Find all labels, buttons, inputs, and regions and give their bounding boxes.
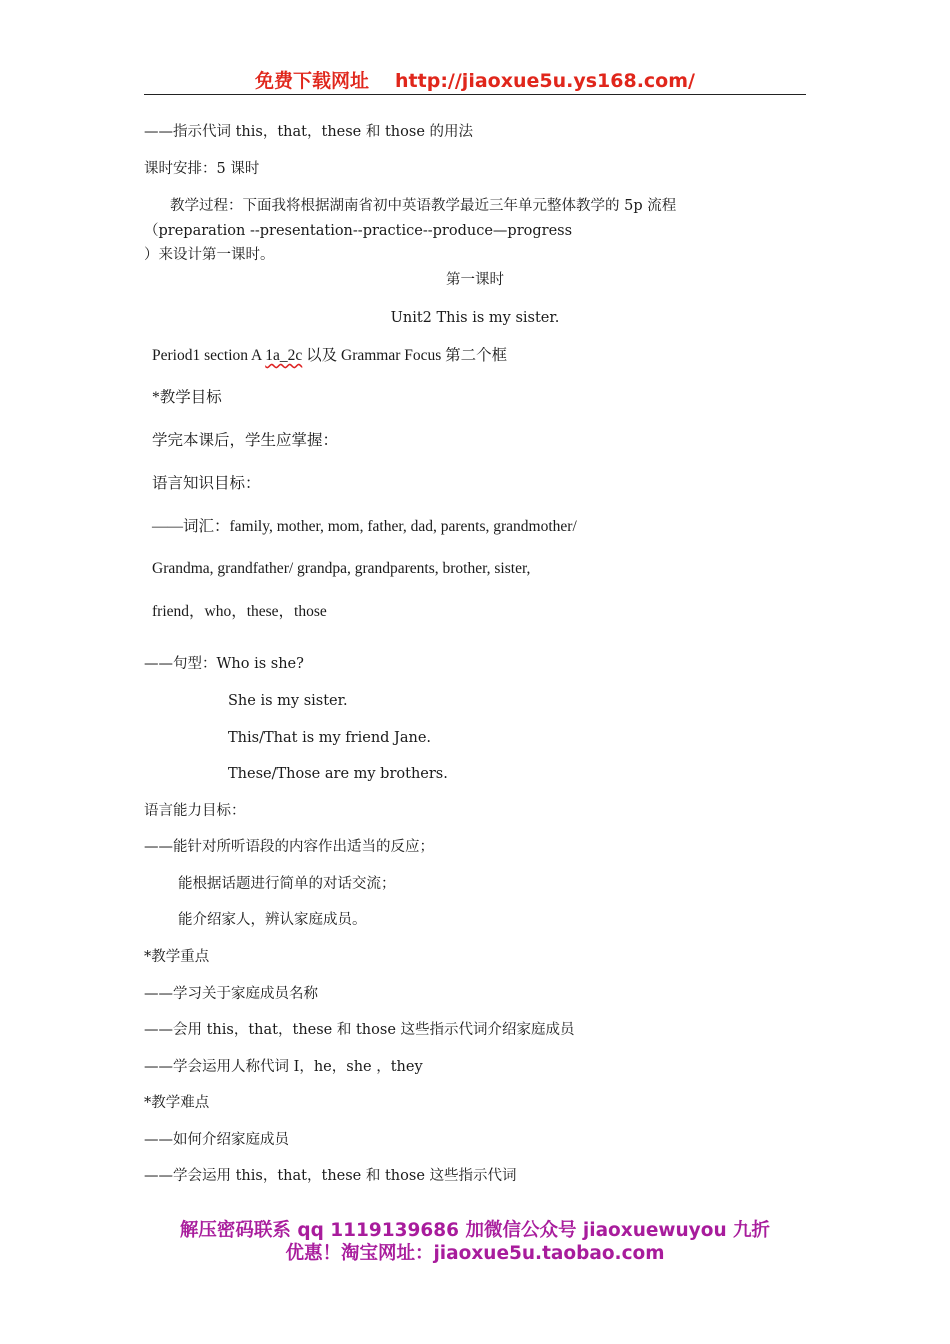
- key-point-1: ——学习关于家庭成员名称: [144, 986, 318, 1002]
- vocabulary-line-1: ——词汇：family, mother, mom, father, dad, parents, grandmother/: [152, 518, 577, 535]
- key-points-heading: *教学重点: [144, 949, 210, 965]
- ability-objective-3: 能介绍家人，辨认家庭成员。: [178, 912, 367, 928]
- text-line-schedule: 课时安排：5 课时: [144, 161, 260, 177]
- text-line-process: 教学过程：下面我将根据湖南省初中英语教学最近三年单元整体教学的 5p 流程: [170, 198, 677, 214]
- period-line: [152, 347, 507, 365]
- ability-objective-2: 能根据话题进行简单的对话交流；: [178, 876, 396, 892]
- vocabulary-line-2: Grandma, grandfather/ grandpa, grandparents, brother, sister,: [152, 560, 531, 577]
- sentence-pattern-heading: ——句型：Who is she?: [144, 656, 304, 672]
- sentence-pattern-2: This/That is my friend Jane.: [228, 730, 432, 746]
- footer-contact: 解压密码联系 qq 1119139686 加微信公众号 jiaoxuewuyou 九折: [179, 1220, 771, 1241]
- period-label: Period1 section A: [152, 347, 266, 364]
- knowledge-objectives-heading: 语言知识目标：: [152, 475, 261, 492]
- header-banner: [144, 66, 806, 93]
- unit-title: Unit2 This is my sister.: [390, 310, 560, 326]
- difficulty-1: ——如何介绍家庭成员: [144, 1132, 289, 1148]
- key-point-2: ——会用 this，that，these 和 those 这些指示代词介绍家庭成员: [144, 1022, 575, 1038]
- objectives-heading: *教学目标: [152, 389, 222, 406]
- ability-objectives-heading: 语言能力目标：: [144, 803, 246, 819]
- ability-objective-1: ——能针对所听语段的内容作出适当的反应；: [144, 839, 434, 855]
- header-divider: [144, 94, 806, 95]
- sentence-pattern-3: These/Those are my brothers.: [228, 766, 448, 782]
- text-line-demonstratives: ——指示代词 this，that，these 和 those 的用法: [144, 124, 474, 140]
- difficulties-heading: *教学难点: [144, 1095, 210, 1111]
- key-point-3: ——学会运用人称代词 I，he，she ，they: [144, 1059, 423, 1075]
- vocabulary-line-3: friend，who，these，those: [152, 603, 327, 620]
- difficulty-2: ——学会运用 this，that，these 和 those 这些指示代词: [144, 1168, 517, 1184]
- lesson-title: 第一课时: [446, 272, 504, 288]
- section-range: 1a_2c: [265, 347, 303, 364]
- header-label: 免费下载网址: [255, 70, 370, 92]
- sentence-pattern-1: She is my sister.: [228, 693, 348, 709]
- footer-shop: 优惠！淘宝网址：jiaoxue5u.taobao.com: [285, 1243, 665, 1264]
- header-url-link[interactable]: http://jiaoxue5u.ys168.com/: [395, 70, 695, 92]
- objectives-intro: 学完本课后，学生应掌握：: [152, 432, 339, 449]
- period-suffix: 以及 Grammar Focus 第二个框: [302, 347, 508, 364]
- text-line-design: ）来设计第一课时。: [144, 247, 275, 263]
- text-line-5p: （preparation --presentation--practice--produce—progress: [144, 223, 573, 239]
